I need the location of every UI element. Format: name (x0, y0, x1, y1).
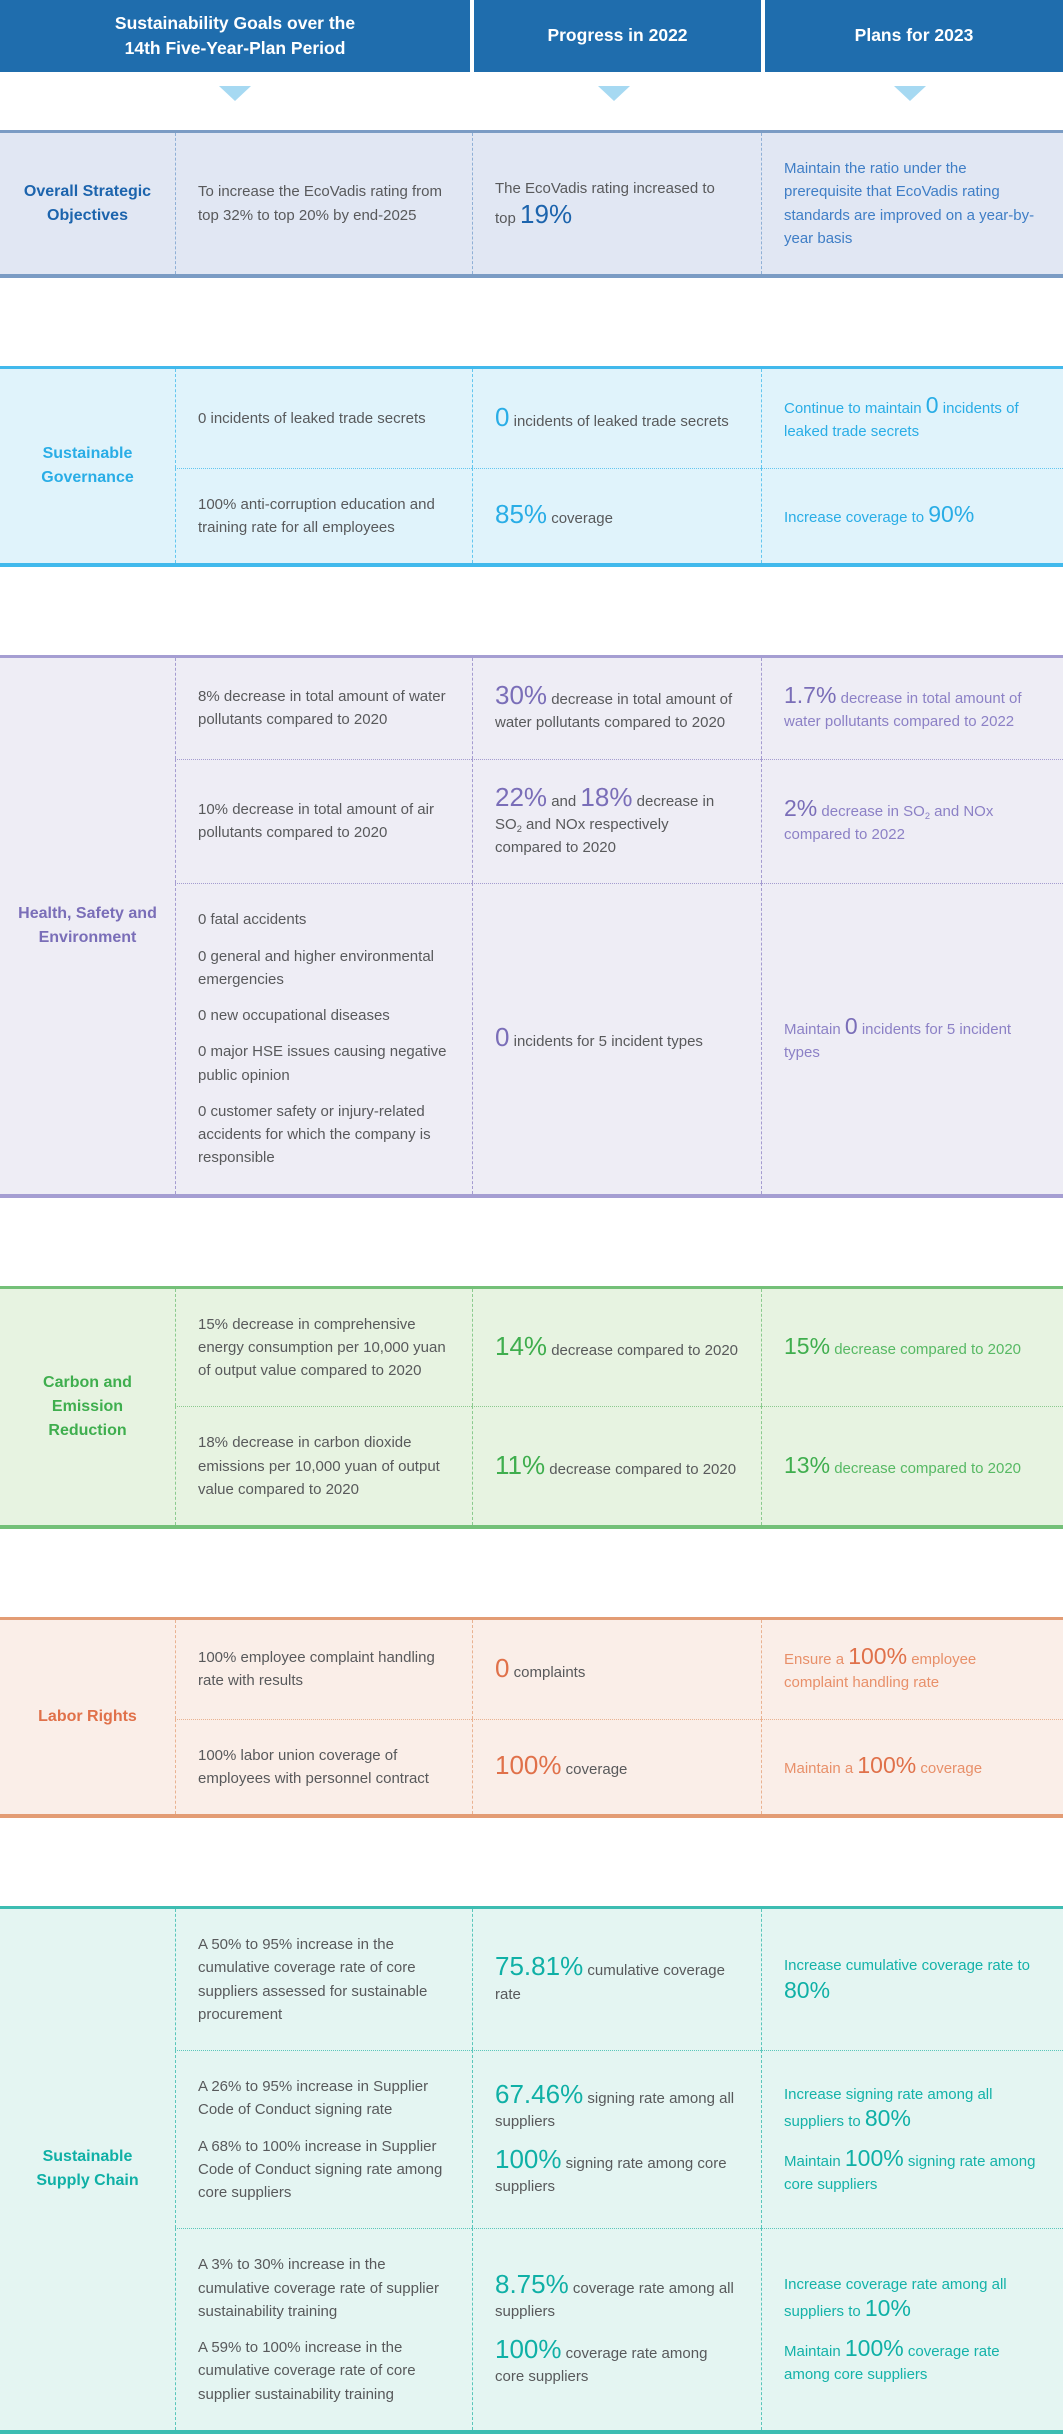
metric-value: 80% (864, 2104, 911, 2131)
progress-cell (472, 759, 761, 884)
section-label: Sustainable Supply Chain (36, 2148, 139, 2190)
plans-text (784, 1954, 1041, 2005)
text-segment: Increase coverage rate among all suppliers to (784, 2275, 1007, 2320)
progress-cell (472, 883, 761, 1193)
text-segment: decrease in total amount of water pollutants compared to 2020 (495, 691, 733, 732)
metric-value: 100% (495, 2144, 562, 2175)
progress-cell (472, 2228, 761, 2430)
text-segment: coverage rate among all suppliers (495, 2279, 734, 2320)
metric-value: 0 (925, 392, 939, 418)
text-segment: decrease compared to 2020 (830, 1340, 1022, 1358)
arrow-down-icon (894, 86, 926, 101)
progress-text (495, 1953, 739, 2006)
text-segment: A 59% to 100% increase in the cumulative coverage rate of core supplier sustainability training (198, 2339, 416, 2403)
text-segment: 100% employee complaint handling rate with results (198, 1649, 435, 1690)
plans-cell (761, 1909, 1063, 2050)
metric-value: 13% (784, 1451, 831, 1478)
metric-value: 80% (784, 1976, 831, 2003)
metric-value: 11% (495, 1449, 546, 1480)
section-label: Labor Rights (38, 1708, 137, 1725)
section-label: Overall Strategic Objectives (23, 182, 152, 224)
metric-value: 100% (857, 1752, 917, 1779)
plans-text (784, 2083, 1041, 2134)
plans-cell (761, 1719, 1063, 1815)
goal-text (198, 1646, 450, 1693)
text-segment: and NOx respectively compared to 2020 (495, 815, 669, 856)
goal-text (198, 1431, 450, 1501)
metric-value: 10% (864, 2294, 911, 2321)
text-segment: A 50% to 95% increase in the cumulative coverage rate of core suppliers assessed for sustainable procurement (198, 1936, 428, 2023)
arrow-down-icon (598, 86, 630, 101)
goal-text (198, 1933, 450, 2026)
text-segment: 2 (516, 823, 522, 834)
plans-cell (761, 369, 1063, 468)
metric-value: 18% (580, 781, 633, 812)
arrow-down-icon (219, 86, 251, 101)
text-segment: Increase cumulative coverage rate to (784, 1957, 1030, 1975)
goal-text (198, 2075, 450, 2122)
metric-value: 75.81% (495, 1951, 584, 1982)
text-segment: 0 major HSE issues causing negative public opinion (198, 1043, 447, 1084)
text-segment: Continue to maintain (784, 400, 926, 417)
section-label: Sustainable Governance (41, 445, 134, 486)
plans-cell (761, 1406, 1063, 1525)
goal-cell (175, 1909, 472, 2050)
text-segment: decrease in SO (495, 792, 715, 833)
text-segment: Maintain (784, 2153, 845, 2171)
section-sustainable-supply-chain (0, 1906, 1063, 2434)
text-segment: Maintain (784, 2343, 845, 2360)
text-segment: coverage rate among core suppliers (784, 2343, 1000, 2384)
header-goals-line1: Sustainability Goals over the (114, 12, 356, 33)
goal-cell (175, 369, 472, 468)
goal-text (198, 1004, 450, 1027)
text-segment: incidents of leaked trade secrets (509, 412, 729, 430)
plans-text (784, 1334, 1041, 1361)
arrow-wrap (0, 86, 470, 101)
goal-text (198, 685, 450, 732)
metric-value: 30% (495, 680, 548, 710)
plans-text (784, 1453, 1041, 1480)
goal-cell (175, 2050, 472, 2228)
metric-value: 100% (844, 2145, 904, 2172)
section-health-safety-environment (0, 655, 1063, 1198)
progress-text (495, 2268, 739, 2324)
plans-cell (761, 658, 1063, 759)
text-segment: 10% decrease in total amount of air pollutants compared to 2020 (198, 801, 434, 842)
text-segment: decrease in SO (817, 803, 925, 821)
text-segment: decrease compared to 2020 (545, 1460, 737, 1478)
metric-value: 0 (495, 1022, 510, 1053)
text-segment: incidents of leaked trade secrets (784, 400, 1019, 441)
text-segment: 2 (924, 810, 930, 821)
progress-cell (472, 1289, 761, 1407)
metric-value: 100% (848, 1643, 908, 1669)
progress-cell (472, 1620, 761, 1719)
metric-value: 14% (495, 1330, 548, 1361)
metric-value: 0 (844, 1012, 858, 1039)
goal-cell (175, 468, 472, 564)
header-goals-line2: 14th Five-Year-Plan Period (124, 38, 346, 58)
plans-text (784, 2146, 1041, 2197)
metric-value: 19% (520, 198, 573, 229)
progress-text (495, 2336, 739, 2389)
goal-cell (175, 883, 472, 1193)
text-segment: 100% labor union coverage of employees with personnel contract (198, 1746, 429, 1787)
header-cell-plans (765, 0, 1063, 72)
section-label: Carbon and Emission Reduction (43, 1373, 132, 1439)
metric-value: 67.46% (495, 2078, 584, 2109)
progress-text (495, 2146, 739, 2199)
progress-cell (472, 1719, 761, 1815)
goal-cell (175, 658, 472, 759)
header-progress-label: Progress in 2022 (547, 25, 688, 46)
text-segment: 0 incidents of leaked trade secrets (198, 409, 426, 427)
text-segment: coverage (547, 510, 613, 528)
section-label: Health, Safety and Environment (18, 904, 157, 946)
header-plans-label: Plans for 2023 (854, 25, 974, 46)
metric-value: 1.7% (784, 682, 837, 708)
plans-cell (761, 2228, 1063, 2430)
text-segment: To increase the EcoVadis rating from top 32% to top 20% by end-2025 (198, 183, 443, 224)
progress-text (495, 401, 739, 433)
text-segment: employee complaint handling rate (784, 1651, 977, 1692)
goal-cell (175, 759, 472, 884)
plans-text (784, 2336, 1041, 2387)
progress-text (495, 1330, 739, 1362)
text-segment: signing rate among all suppliers (495, 2089, 735, 2130)
sections (0, 130, 1063, 2434)
text-segment: and NOx compared to 2022 (784, 803, 994, 844)
section-sustainable-governance (0, 366, 1063, 567)
metric-value: 100% (495, 2334, 562, 2364)
metric-value: 2% (784, 795, 818, 822)
metric-value: 85% (495, 499, 548, 530)
progress-text (495, 2078, 739, 2134)
text-segment: Ensure a (784, 1651, 849, 1668)
plans-text (784, 502, 1041, 529)
plans-cell (761, 759, 1063, 884)
progress-text (495, 1652, 739, 1684)
text-segment: 18% decrease in carbon dioxide emissions per 10,000 yuan of output value compared to 2020 (198, 1434, 440, 1498)
metric-value: 90% (928, 501, 975, 528)
arrow-wrap (757, 86, 1063, 101)
text-segment: 8% decrease in total amount of water pollutants compared to 2020 (198, 688, 446, 729)
goal-text (198, 908, 450, 931)
text-segment: 15% decrease in comprehensive energy consumption per 10,000 yuan of output value compared to 2020 (198, 1315, 446, 1379)
text-segment: incidents for 5 incident types (784, 1020, 1012, 1061)
plans-text (784, 393, 1041, 444)
text-segment: 0 customer safety or injury-related accidents for which the company is responsible (198, 1102, 431, 1167)
metric-value: 0 (495, 1652, 510, 1683)
metric-value: 8.75% (495, 2268, 569, 2299)
text-segment: A 68% to 100% increase in Supplier Code of Conduct signing rate among core suppliers (198, 2137, 443, 2201)
goal-text (198, 2336, 450, 2406)
section-carbon-emission-reduction (0, 1286, 1063, 1530)
plans-text (784, 796, 1041, 847)
goal-text (198, 493, 450, 540)
text-segment: Increase coverage to (784, 509, 929, 527)
progress-text (495, 501, 739, 530)
progress-text (495, 1449, 739, 1481)
progress-cell (472, 468, 761, 564)
goal-text (198, 1040, 450, 1087)
text-segment: signing rate among core suppliers (495, 2155, 727, 2196)
text-segment: The EcoVadis rating increased to top (495, 180, 715, 227)
plans-text (784, 1014, 1041, 1065)
goal-text (198, 180, 450, 227)
progress-text (495, 1024, 739, 1053)
text-segment: coverage (561, 1761, 628, 1779)
plans-cell (761, 133, 1063, 274)
text-segment: decrease in total amount of water pollutants compared to 2022 (784, 690, 1022, 731)
plans-cell (761, 2050, 1063, 2228)
text-segment: 0 general and higher environmental emergencies (198, 947, 434, 988)
goal-text (198, 407, 450, 430)
section-overall-strategic-objectives (0, 130, 1063, 278)
metric-value: 100% (844, 2335, 904, 2361)
progress-cell (472, 658, 761, 759)
plans-cell (761, 1620, 1063, 1719)
metric-value: 0 (495, 401, 510, 432)
plans-text (784, 157, 1041, 250)
goal-text (198, 2253, 450, 2323)
progress-cell (472, 133, 761, 274)
text-segment: coverage (916, 1760, 983, 1778)
header-cell-progress (474, 0, 761, 72)
text-segment: 100% anti-corruption education and training rate for all employees (198, 495, 435, 536)
text-segment: Maintain a (784, 1760, 858, 1778)
goal-text (198, 798, 450, 845)
text-segment: A 3% to 30% increase in the cumulative coverage rate of supplier sustainability training (198, 2256, 439, 2320)
goal-cell (175, 133, 472, 274)
plans-text (784, 2273, 1041, 2324)
goal-cell (175, 1406, 472, 1525)
goal-text (198, 2135, 450, 2205)
goal-text (198, 945, 450, 992)
text-segment: Maintain (784, 1020, 845, 1038)
progress-cell (472, 1909, 761, 2050)
plans-cell (761, 883, 1063, 1193)
progress-cell (472, 2050, 761, 2228)
section-labor-rights (0, 1617, 1063, 1818)
goal-cell (175, 1719, 472, 1815)
text-segment: cumulative coverage rate (495, 1962, 725, 2003)
text-segment: decrease compared to 2020 (547, 1341, 739, 1359)
progress-text (495, 682, 739, 735)
plans-text (784, 1644, 1041, 1695)
header-arrows (0, 86, 1063, 101)
text-segment: A 26% to 95% increase in Supplier Code of Conduct signing rate (198, 2078, 429, 2119)
plans-cell (761, 468, 1063, 564)
table-header (0, 0, 1063, 72)
progress-cell (472, 1406, 761, 1525)
plans-cell (761, 1289, 1063, 1407)
progress-text (495, 1752, 739, 1781)
metric-value: 15% (784, 1332, 831, 1359)
goal-text (198, 1100, 450, 1170)
text-segment: Maintain the ratio under the prerequisite that EcoVadis rating standards are improved on a year-by-year basis (784, 160, 1035, 247)
text-segment: Increase signing rate among all suppliers to (784, 2085, 993, 2130)
header-cell-goals (0, 0, 470, 72)
arrow-wrap (470, 86, 757, 101)
text-segment: signing rate among core suppliers (784, 2153, 1036, 2194)
goal-text (198, 1744, 450, 1791)
goal-text (198, 1313, 450, 1383)
progress-cell (472, 369, 761, 468)
goal-cell (175, 2228, 472, 2430)
metric-value: 22% (495, 781, 548, 812)
text-segment: complaints (509, 1663, 586, 1681)
text-segment: incidents for 5 incident types (509, 1033, 703, 1051)
text-segment: decrease compared to 2020 (830, 1459, 1022, 1477)
goal-cell (175, 1289, 472, 1407)
progress-text (495, 177, 739, 230)
text-segment: 0 fatal accidents (198, 911, 307, 929)
plans-text (784, 683, 1041, 734)
metric-value: 100% (495, 1750, 562, 1781)
text-segment: and (547, 792, 581, 810)
goal-cell (175, 1620, 472, 1719)
progress-text (495, 781, 739, 860)
text-segment: 0 new occupational diseases (198, 1007, 390, 1024)
plans-text (784, 1753, 1041, 1780)
text-segment: coverage rate among core suppliers (495, 2345, 708, 2386)
